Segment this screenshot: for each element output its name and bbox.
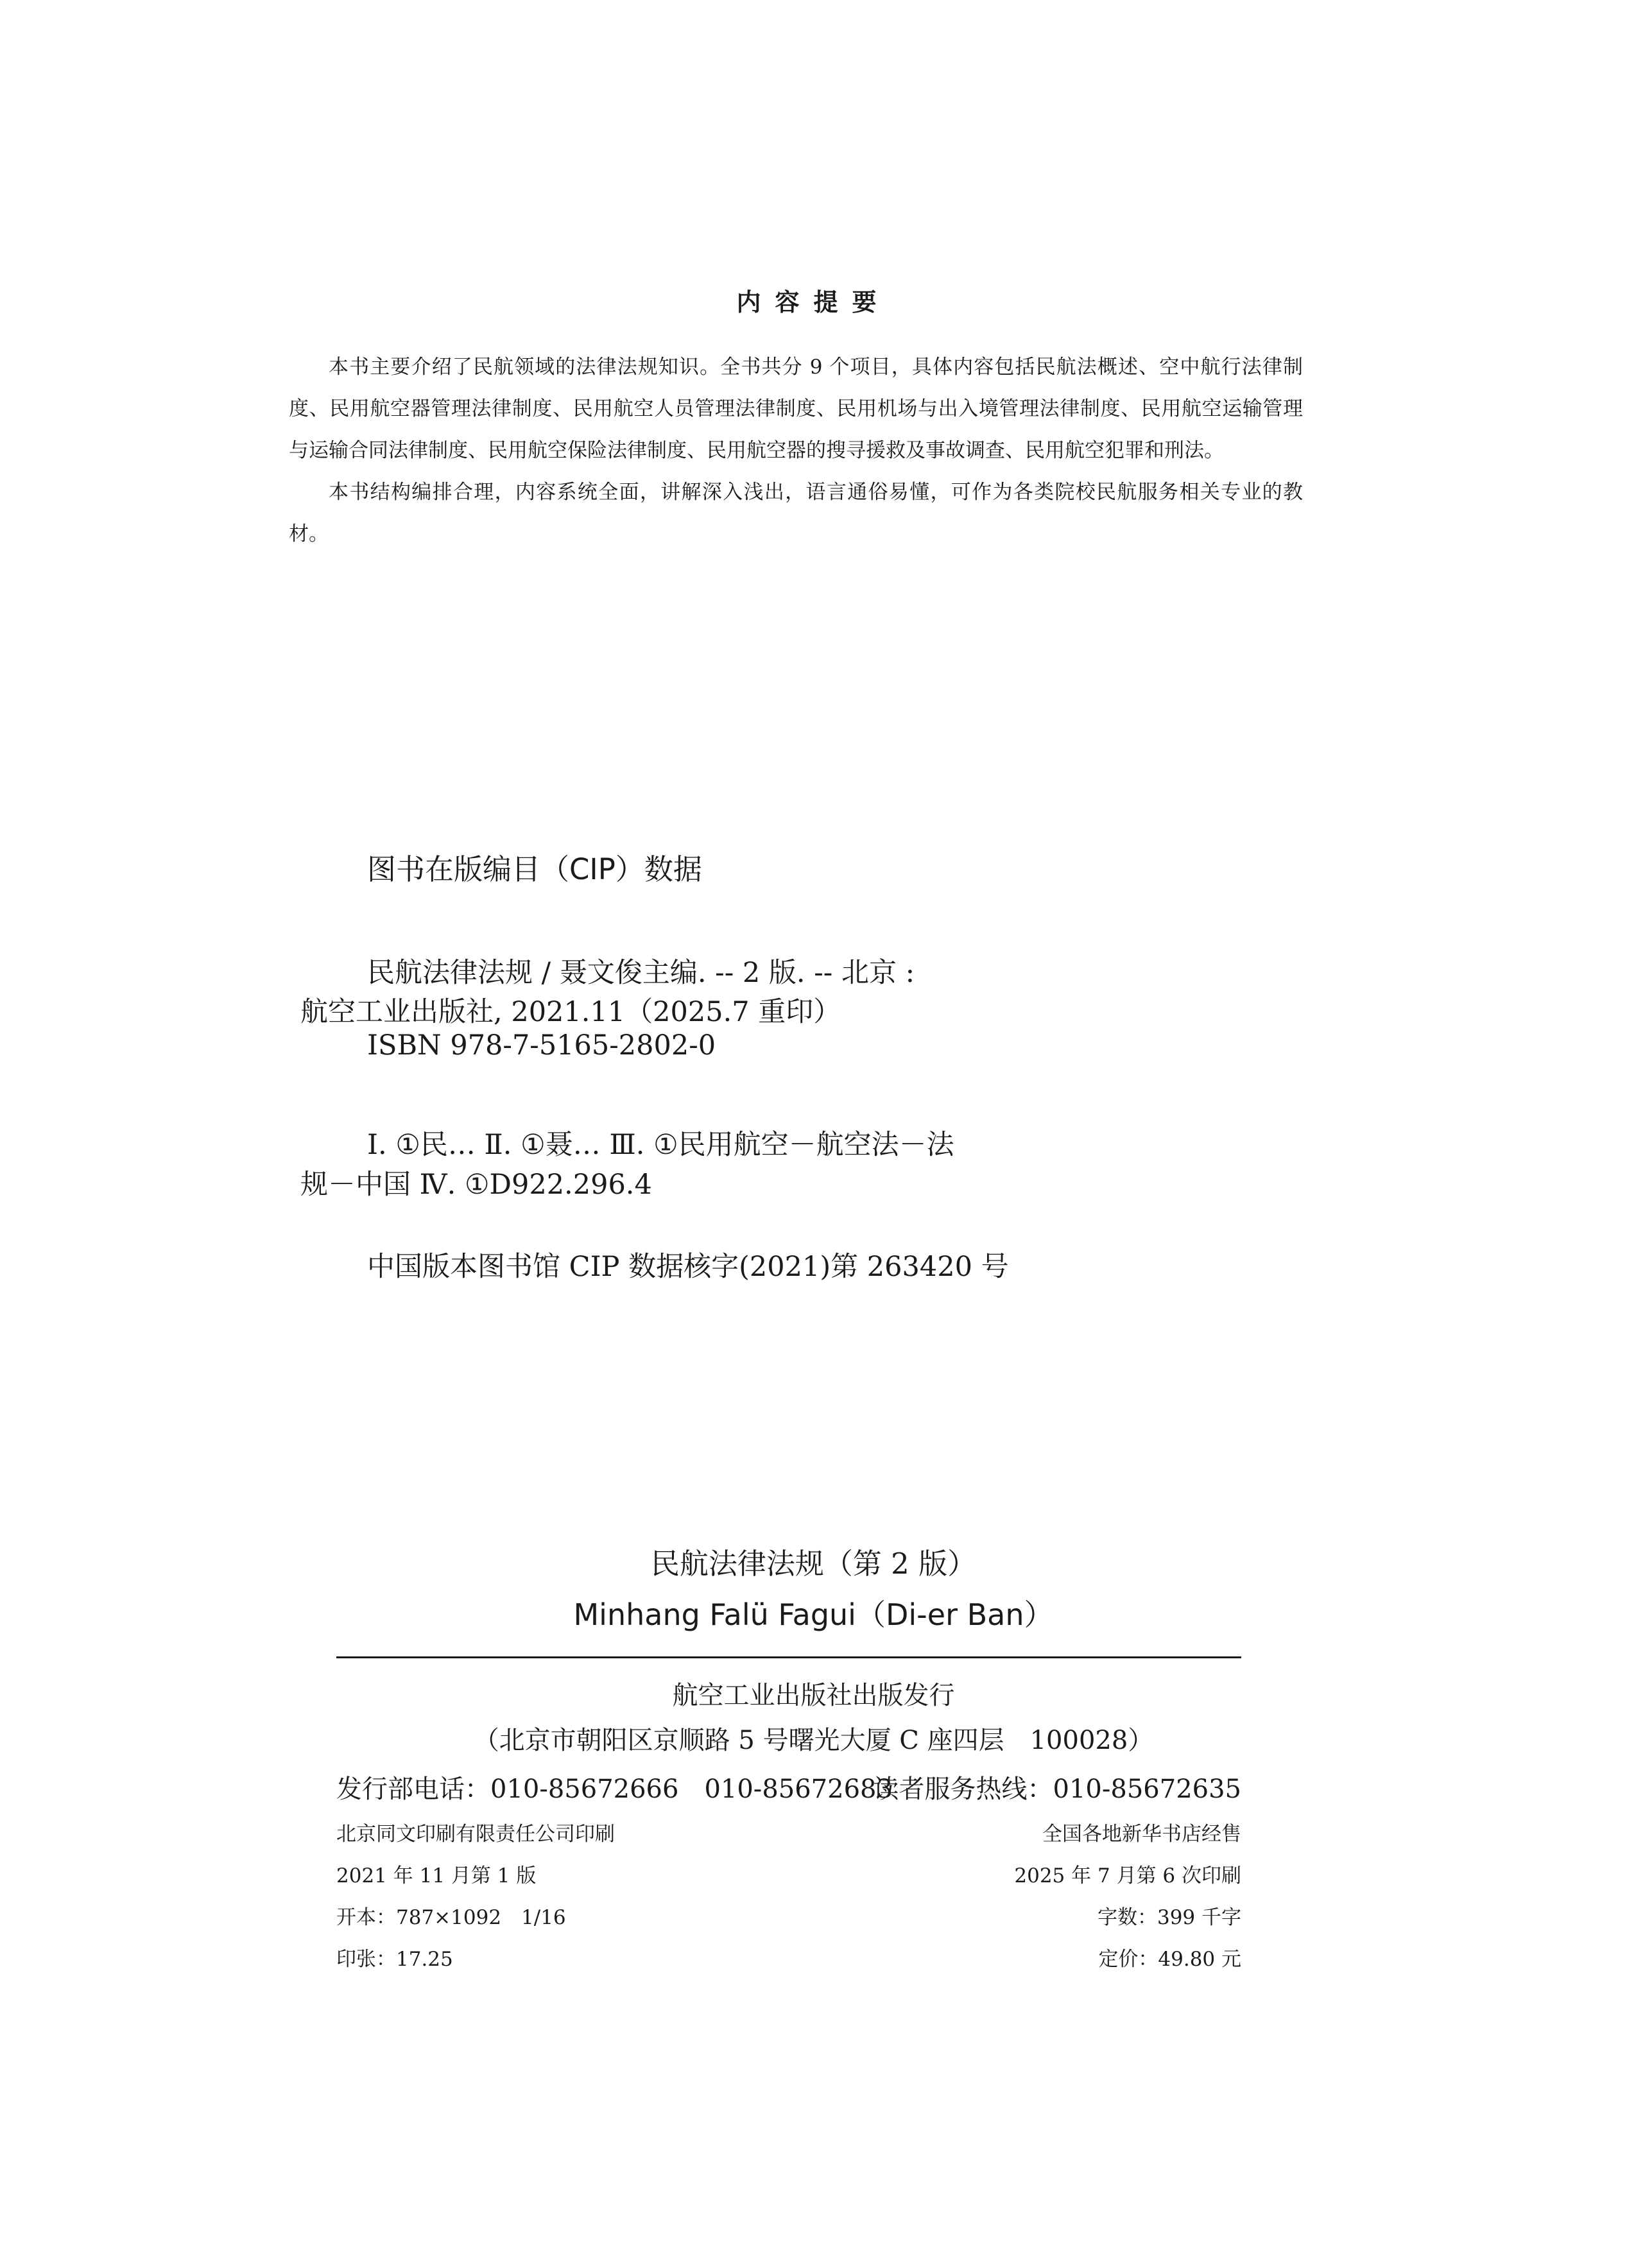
book-title: 民航法律法规（第 2 版） bbox=[650, 1547, 977, 1581]
cip-classification: 规－中国 Ⅳ. ①D922.296.4 bbox=[300, 1169, 652, 1201]
cip-isbn: ISBN 978-7-5165-2802-0 bbox=[367, 1029, 716, 1061]
word-count: 字数：399 千字 bbox=[1097, 1906, 1241, 1929]
book-format: 开本：787×1092 1/16 bbox=[336, 1906, 566, 1929]
distributor: 全国各地新华书店经售 bbox=[1042, 1823, 1241, 1846]
price: 定价：49.80 元 bbox=[1098, 1948, 1241, 1971]
printing: 2025 年 7 月第 6 次印刷 bbox=[1014, 1864, 1241, 1887]
edition: 2021 年 11 月第 1 版 bbox=[336, 1864, 537, 1887]
publisher: 航空工业出版社出版发行 bbox=[672, 1681, 955, 1710]
summary-body bbox=[289, 347, 1303, 555]
summary-paragraph: 本书主要介绍了民航领域的法律法规知识。全书共分 9 个项目，具体内容包括民航法概述、空中航行法律制度、民用航空器管理法律制度、民用航空人员管理法律制度、民用机场与出入境管理法律制度、民用航空运输管理与运输合同法律制度、民用航空保险法律制度、民用航空器的搜寻援救及事故调查、民用航空犯罪和刑法。 bbox=[289, 356, 1303, 462]
cip-line: 民航法律法规 / 聂文俊主编. -- 2 版. -- 北京 : bbox=[367, 957, 915, 989]
dept-phone: 发行部电话：010-85672666 010-85672683 bbox=[336, 1774, 893, 1804]
cip-heading: 图书在版编目（CIP）数据 bbox=[367, 852, 702, 886]
cip-line: 航空工业出版社, 2021.11（2025.7 重印） bbox=[300, 996, 841, 1028]
cip-record-number: 中国版本图书馆 CIP 数据核字(2021)第 263420 号 bbox=[367, 1251, 1009, 1283]
reader-hotline: 读者服务热线：010-85672635 bbox=[873, 1774, 1241, 1804]
summary-paragraph: 本书结构编排合理，内容系统全面，讲解深入浅出，语言通俗易懂，可作为各类院校民航服务相关专业的教材。 bbox=[289, 481, 1303, 546]
book-title-pinyin: Minhang Falü Fagui（Di-er Ban） bbox=[573, 1597, 1054, 1632]
publisher-address: （北京市朝阳区京顺路 5 号曙光大厦 C 座四层 100028） bbox=[473, 1726, 1154, 1755]
printed-sheets: 印张：17.25 bbox=[336, 1948, 453, 1971]
cip-classification: Ⅰ. ①民… Ⅱ. ①聂… Ⅲ. ①民用航空－航空法－法 bbox=[367, 1129, 954, 1161]
printer: 北京同文印刷有限责任公司印刷 bbox=[336, 1823, 615, 1846]
divider bbox=[336, 1656, 1241, 1658]
summary-title: 内容提要 bbox=[736, 288, 891, 316]
